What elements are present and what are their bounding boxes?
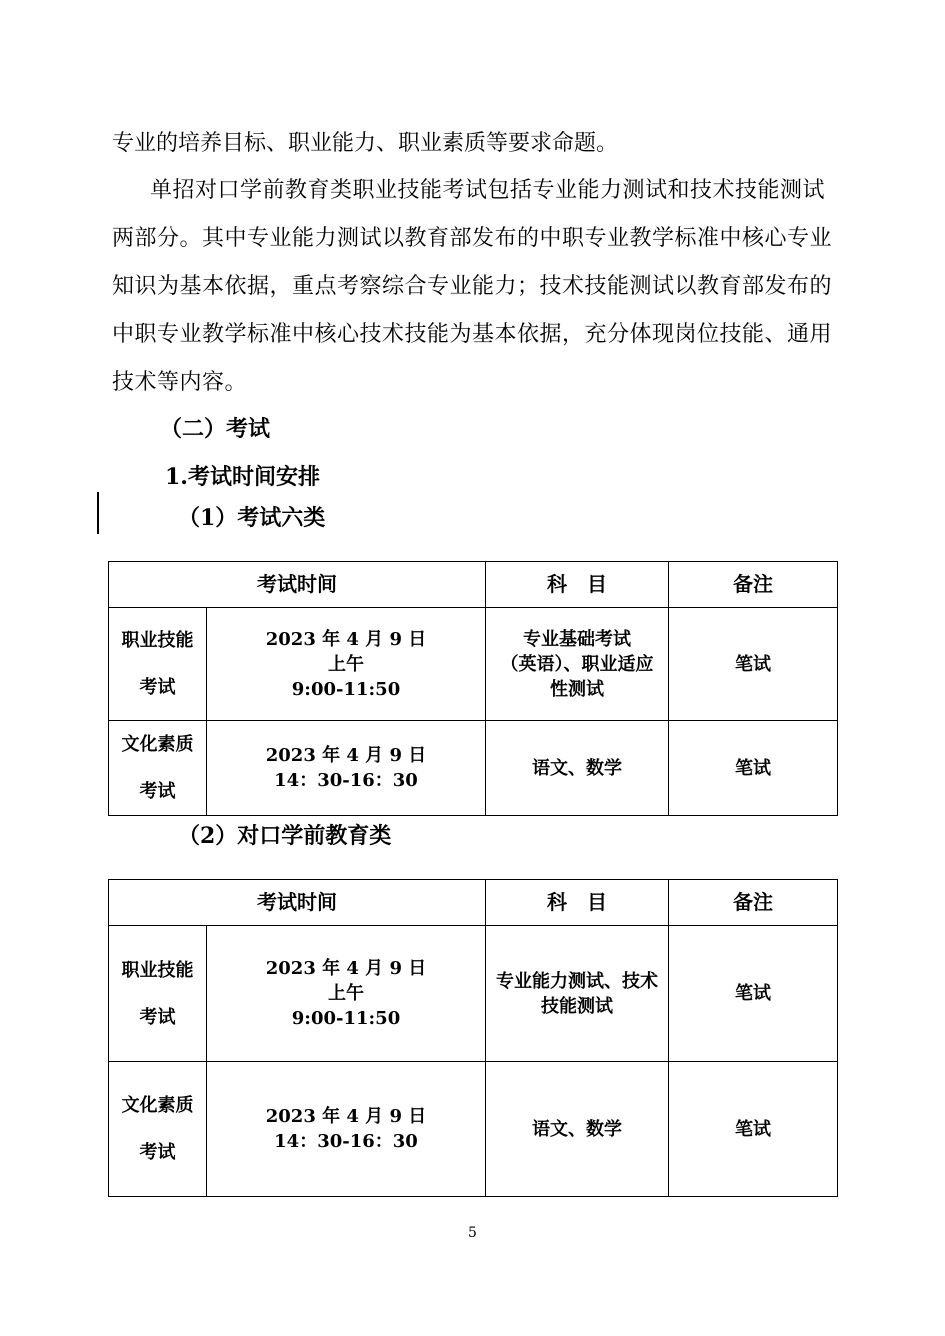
subject-line: 语文、数学 bbox=[532, 757, 622, 779]
table1-title: （1）考试六类 bbox=[178, 505, 326, 531]
exam-schedule-table-1 bbox=[108, 561, 838, 816]
time-line: 2023 年 4 月 9 日 bbox=[265, 628, 427, 650]
time-line: 9:00-11:50 bbox=[291, 678, 401, 700]
time-cell bbox=[207, 608, 486, 721]
subject-line: 语文、数学 bbox=[532, 1118, 622, 1140]
time-line: 2023 年 4 月 9 日 bbox=[265, 1106, 427, 1127]
note-cell: 笔试 bbox=[669, 926, 838, 1062]
table-header-row bbox=[109, 562, 838, 608]
time-cell bbox=[207, 1062, 486, 1197]
time-cell bbox=[207, 721, 486, 816]
exam-schedule-table-2 bbox=[108, 879, 838, 1197]
paragraph-1: 专业的培养目标、职业能力、职业素质等要求命题。 bbox=[112, 131, 619, 156]
row-label-line: 职业技能 bbox=[121, 959, 194, 981]
table-row bbox=[109, 926, 838, 1062]
header-note: 备注 bbox=[669, 562, 838, 608]
section-heading: （二）考试 bbox=[160, 416, 271, 442]
header-note: 备注 bbox=[669, 880, 838, 926]
row-label bbox=[109, 926, 207, 1062]
row-label-line: 文化素质 bbox=[121, 734, 194, 755]
note-cell: 笔试 bbox=[669, 608, 838, 721]
row-label-line: 考试 bbox=[139, 1006, 176, 1028]
subject-line: （英语）、职业适应 bbox=[500, 653, 654, 675]
subject-line: 性测试 bbox=[550, 678, 604, 700]
table-header-row bbox=[109, 880, 838, 926]
text-cursor bbox=[97, 492, 99, 534]
row-label bbox=[109, 608, 207, 721]
table-row bbox=[109, 608, 838, 721]
page-number: 5 bbox=[468, 1225, 477, 1241]
subject-cell bbox=[486, 926, 669, 1062]
row-label-line: 考试 bbox=[139, 677, 176, 698]
note-cell: 笔试 bbox=[669, 721, 838, 816]
subsection-heading: 1.考试时间安排 bbox=[165, 464, 320, 490]
subject-line: 专业基础考试 bbox=[523, 628, 631, 650]
time-line: 14：30-16：30 bbox=[274, 770, 418, 791]
paragraph-2: 单招对口学前教育类职业技能考试包括专业能力测试和技术技能测试两部分。其中专业能力测试以教育部发布的中职专业教学标准中核心专业知识为基本依据，重点考察综合专业能力；技术技能测试以教育部发布的中职专业教学标准中核心技术技能为基本依据，充分体现岗位技能、通用技术等内容。 bbox=[112, 178, 833, 395]
time-line: 2023 年 4 月 9 日 bbox=[265, 958, 427, 979]
time-line: 9:00-11:50 bbox=[291, 1008, 401, 1029]
row-label-line: 考试 bbox=[139, 1142, 176, 1163]
row-label bbox=[109, 1062, 207, 1197]
table-row bbox=[109, 1062, 838, 1197]
header-subject: 科 目 bbox=[486, 562, 669, 608]
subject-cell bbox=[486, 608, 669, 721]
table-row bbox=[109, 721, 838, 816]
row-label-line: 职业技能 bbox=[121, 630, 194, 651]
header-time: 考试时间 bbox=[109, 880, 486, 926]
table2-title: （2）对口学前教育类 bbox=[178, 823, 392, 849]
time-line: 上午 bbox=[328, 653, 364, 675]
subject-line: 专业能力测试、技术 bbox=[496, 970, 658, 992]
subject-cell bbox=[486, 721, 669, 816]
header-subject: 科 目 bbox=[486, 880, 669, 926]
time-cell bbox=[207, 926, 486, 1062]
subject-line: 技能测试 bbox=[541, 995, 613, 1017]
row-label-line: 考试 bbox=[139, 781, 176, 802]
header-time: 考试时间 bbox=[109, 562, 486, 608]
time-line: 14：30-16：30 bbox=[274, 1131, 418, 1152]
subject-cell bbox=[486, 1062, 669, 1197]
row-label-line: 文化素质 bbox=[121, 1095, 194, 1116]
note-cell: 笔试 bbox=[669, 1062, 838, 1197]
row-label bbox=[109, 721, 207, 816]
time-line: 2023 年 4 月 9 日 bbox=[265, 745, 427, 766]
time-line: 上午 bbox=[328, 983, 364, 1004]
